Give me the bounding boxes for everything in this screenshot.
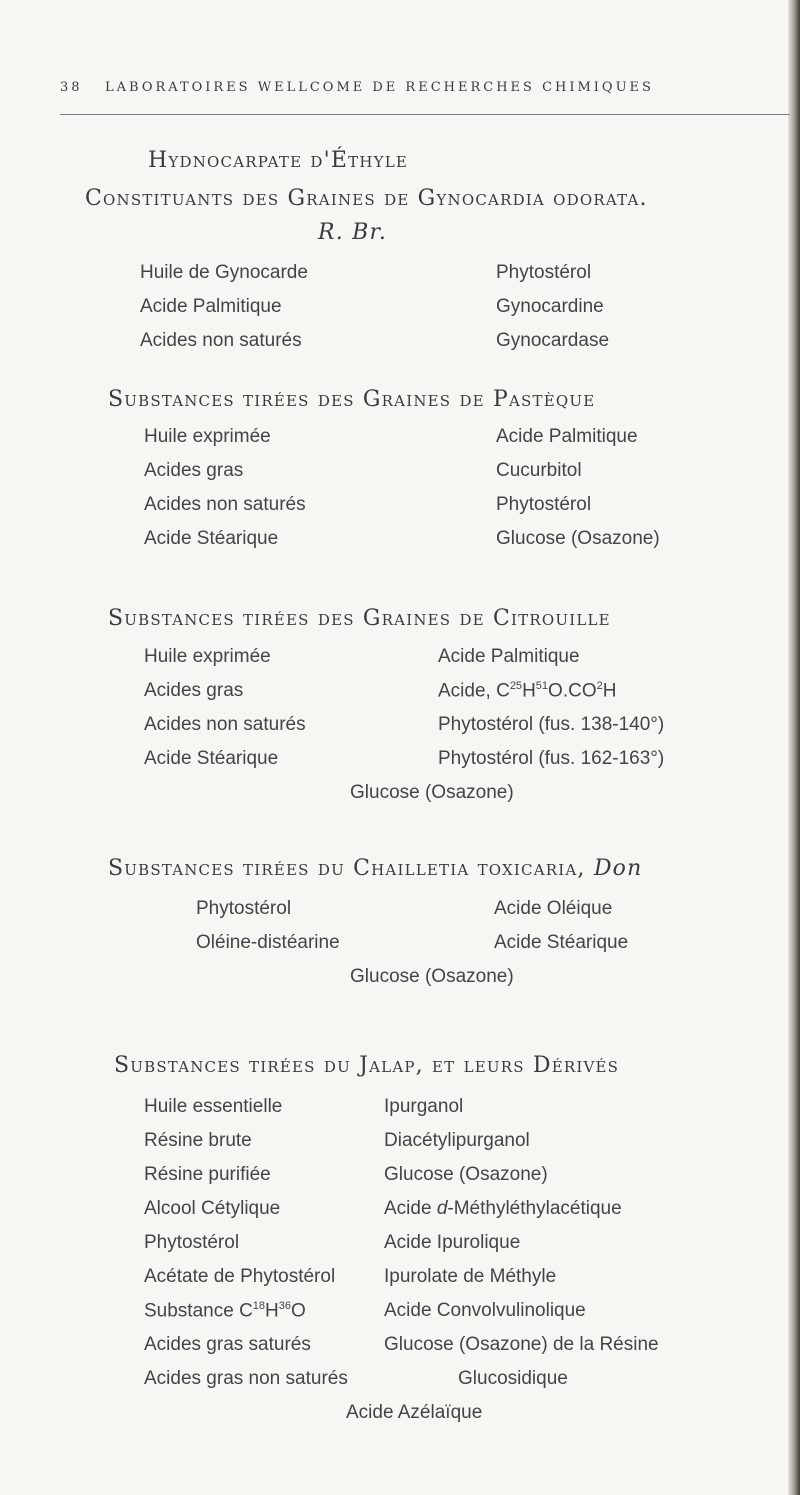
page-title: Hydnocarpate d'Éthyle	[148, 148, 409, 173]
list-item: Glucose (Osazone)	[350, 966, 514, 987]
section-heading: Substances tirées des Graines de Citrouille	[108, 606, 611, 631]
list-item: Résine brute	[144, 1130, 252, 1151]
list-item: Substance $C^{18}H^{36}O$	[144, 1300, 306, 1322]
list-item: Oléine-distéarine	[196, 932, 340, 953]
section-heading-author: Don	[593, 856, 643, 881]
list-item: Acides gras saturés	[144, 1334, 311, 1355]
list-item: Glucose (Osazone)	[496, 528, 660, 549]
list-item: Acide Oléique	[494, 898, 613, 919]
list-item: Acides non saturés	[140, 330, 302, 351]
list-item: Huile de Gynocarde	[140, 262, 308, 283]
list-item: Phytostérol (fus. 138-140°)	[438, 714, 665, 735]
list-item: Alcool Cétylique	[144, 1198, 281, 1219]
list-item: Acide Stéarique	[494, 932, 629, 953]
list-item: Acide d-Méthyléthylacétique	[384, 1198, 622, 1219]
list-item: Glucose (Osazone)	[350, 782, 514, 803]
list-item: Phytostérol	[144, 1232, 240, 1253]
list-item: Gynocardase	[496, 330, 610, 351]
list-item: Phytostérol (fus. 162-163°)	[438, 748, 665, 769]
page-number: 38	[60, 80, 83, 95]
section-subheading: R. Br.	[318, 220, 388, 245]
running-title: LABORATOIRES WELLCOME DE RECHERCHES CHIMIQUES	[105, 80, 654, 95]
list-item: Acide Palmitique	[140, 296, 282, 317]
list-item: Ipurganol	[384, 1096, 464, 1117]
header-rule	[60, 114, 790, 115]
list-item: Acide Palmitique	[438, 646, 580, 667]
list-item: Acide Azélaïque	[346, 1402, 483, 1423]
list-item: Acides non saturés	[144, 494, 306, 515]
list-item: Acide, $C^{25}H^{51}O.CO^2H$	[438, 680, 617, 702]
list-item: Glucose (Osazone)	[384, 1164, 548, 1185]
list-item: Huile exprimée	[144, 426, 271, 447]
list-item: Glucose (Osazone) de la Résine	[384, 1334, 659, 1355]
list-item: Gynocardine	[496, 296, 604, 317]
list-item: Ipurolate de Méthyle	[384, 1266, 557, 1287]
list-item: Acide Stéarique	[144, 748, 279, 769]
list-item: Phytostérol	[496, 494, 592, 515]
list-item: Acide Palmitique	[496, 426, 638, 447]
section-heading: Constituants des Graines de Gynocardia odorata.	[85, 186, 648, 211]
section-heading: Substances tirées du Chailletia toxicaria,	[108, 856, 586, 881]
list-item: Phytostérol	[496, 262, 592, 283]
list-item: Acides non saturés	[144, 714, 306, 735]
list-item: Acides gras non saturés	[144, 1368, 348, 1389]
section-heading-line	[108, 856, 642, 881]
list-item: Acides gras	[144, 460, 244, 481]
running-header	[60, 80, 720, 106]
list-item: Acide Stéarique	[144, 528, 279, 549]
list-item: Résine purifiée	[144, 1164, 271, 1185]
list-item: Diacétylipurganol	[384, 1130, 530, 1151]
section-heading: Substances tirées des Graines de Pastèque	[108, 387, 596, 412]
list-item: Acide Convolvulinolique	[384, 1300, 586, 1321]
list-item: Acétate de Phytostérol	[144, 1266, 336, 1287]
list-item: Acide Ipurolique	[384, 1232, 521, 1253]
page-edge	[788, 0, 800, 1495]
list-item: Huile essentielle	[144, 1096, 283, 1117]
list-item: Acides gras	[144, 680, 244, 701]
list-item: Glucosidique	[458, 1368, 568, 1389]
list-item: Huile exprimée	[144, 646, 271, 667]
list-item: Phytostérol	[196, 898, 292, 919]
list-item: Cucurbitol	[496, 460, 582, 481]
section-heading: Substances tirées du Jalap, et leurs Dérivés	[114, 1053, 620, 1078]
